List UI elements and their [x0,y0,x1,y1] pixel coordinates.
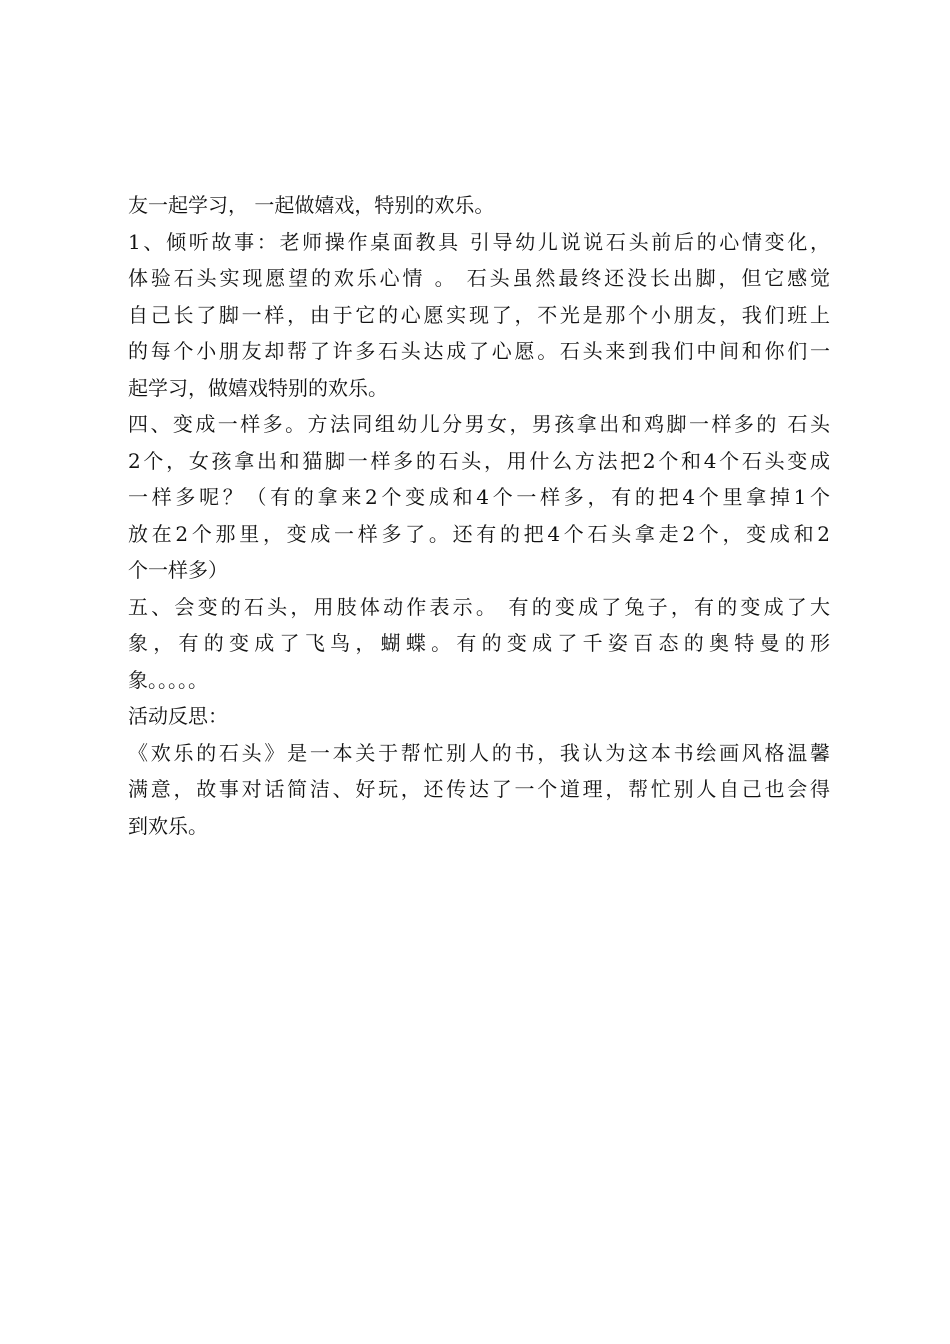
paragraph-line: 友一起学习， 一起做嬉戏，特别的欢乐。 [128,193,495,217]
paragraph-line: 满意，故事对话简洁、好玩，还传达了一个道理，帮忙别人自己也会得 [128,777,830,801]
paragraph-line: 《欢乐的石头》是一本关于帮忙别人的书，我认为这本书绘画风格温馨 [128,740,830,765]
section-heading: 活动反思： [128,704,228,728]
paragraph-line: 象，有的变成了飞鸟，蝴蝶。有的变成了千姿百态的奥特曼的形 [128,631,830,655]
paragraph-line: 象。。。。。 [128,667,208,692]
paragraph-line: 的每个小朋友却帮了许多石头达成了心愿。石头来到我们中间和你们一 [128,339,830,363]
paragraph-line: 起学习，做嬉戏特别的欢乐。 [128,375,388,400]
paragraph-line: 四、变成一样多。方法同组幼儿分男女，男孩拿出和鸡脚一样多的 石头 [128,412,830,436]
paragraph-line: 1、倾听故事：老师操作桌面教具 引导幼儿说说石头前后的心情变化， [128,229,830,254]
paragraph-line: 放在2个那里，变成一样多了。还有的把4个石头拿走2个，变成和2 [128,521,830,546]
paragraph-line: 个一样多） [128,558,228,582]
paragraph-line: 一样多呢？（有的拿来2个变成和4个一样多，有的把4个里拿掉1个 [128,485,830,509]
document-body [128,187,830,844]
paragraph-line: 体验石头实现愿望的欢乐心情 。 石头虽然最终还没长出脚，但它感觉 [128,266,830,290]
paragraph-line: 自己长了脚一样，由于它的心愿实现了，不光是那个小朋友，我们班上 [128,302,830,327]
paragraph-line: 2个，女孩拿出和猫脚一样多的石头，用什么方法把2个和4个石头变成 [128,448,830,473]
paragraph-line: 五、会变的石头，用肢体动作表示。 有的变成了兔子，有的变成了大 [128,594,830,619]
paragraph-line: 到欢乐。 [128,813,208,838]
